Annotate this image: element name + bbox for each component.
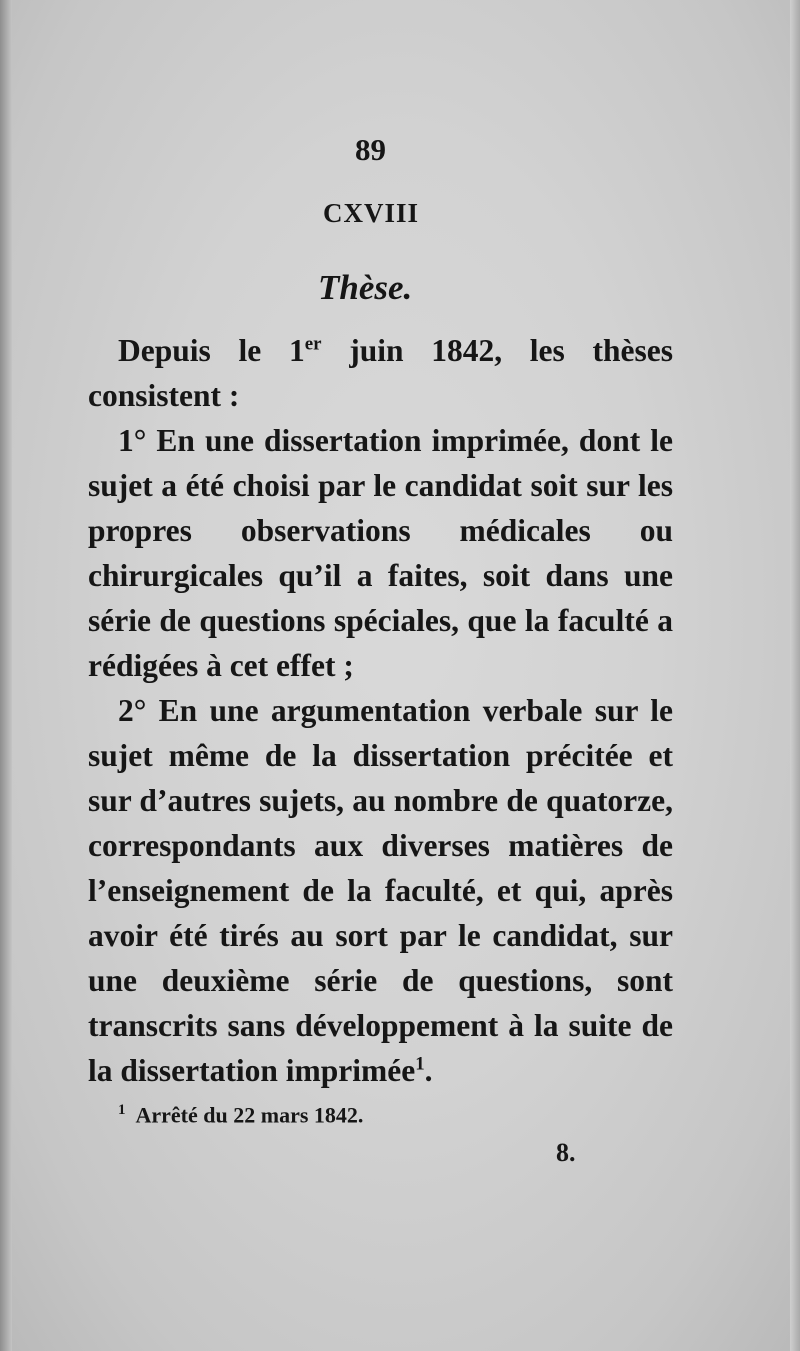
footnote-text: Arrêté du 22 mars 1842. bbox=[135, 1102, 364, 1128]
section-title: CXVIII bbox=[323, 198, 420, 228]
body-text bbox=[88, 328, 673, 1093]
page-left-edge bbox=[0, 0, 12, 1351]
item-2-text: 2° En une argumentation verbale sur le sujet même de la dissertation précitée et sur d’autres sujets, au nombre de quatorze, correspondants aux diverses matières de l’enseignement de la faculté, et qui, après avoir été tirés au sort par le candidat, sur une deuxième série de questions, sont transcrits sans développement à la suite de la dissertation imprimée bbox=[88, 693, 673, 1088]
page-number: 89 bbox=[355, 132, 386, 167]
footnote bbox=[118, 1102, 363, 1128]
footnote-mark: 1 bbox=[118, 1102, 126, 1118]
intro-text-start: Depuis le 1 bbox=[118, 333, 305, 368]
intro-text-end: juin 1842, les thèses consistent : bbox=[88, 333, 673, 413]
signature-mark: 8. bbox=[556, 1138, 576, 1167]
item-2-end: . bbox=[424, 1053, 433, 1088]
paragraph-intro bbox=[88, 328, 673, 418]
page-right-edge bbox=[790, 0, 800, 1351]
paragraph-item-1: 1° En une dissertation imprimée, dont le sujet a été choisi par le candidat soit sur les propres observations médicales ou chirurgicales qu’il a faites, soit dans une série de questions spéciales, que la faculté a rédigées à cet effet ; bbox=[88, 423, 673, 683]
ordinal-superscript: er bbox=[304, 333, 322, 355]
subtitle: Thèse. bbox=[318, 268, 413, 307]
paragraph-item-2 bbox=[88, 688, 673, 1093]
footnote-reference: 1 bbox=[415, 1053, 425, 1075]
